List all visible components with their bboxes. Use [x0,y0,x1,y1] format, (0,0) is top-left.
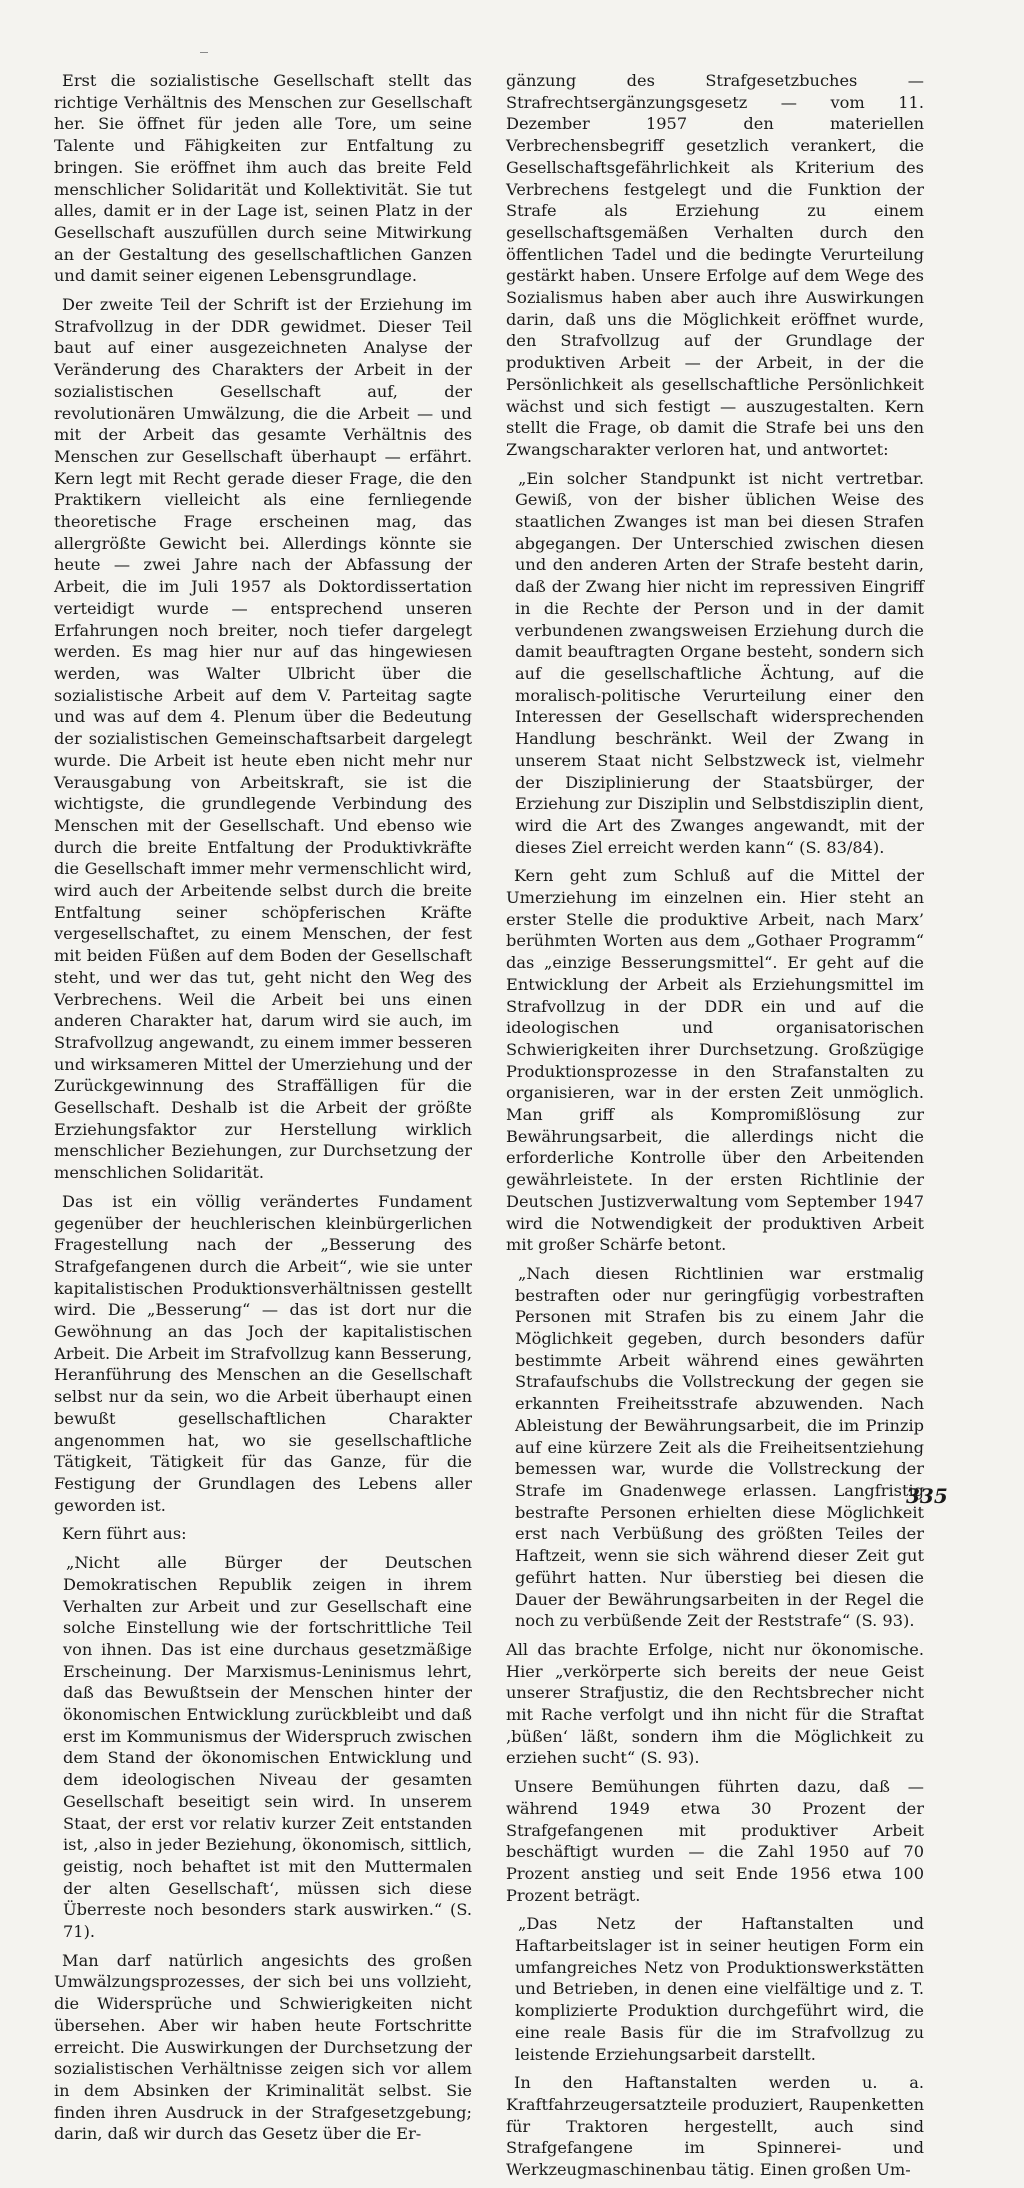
page-number: 335 [906,1484,948,1508]
paragraph: Man darf natürlich angesichts des großen Umwälzungsprozesses, der sich bei uns vollzieht, die Widersprüche und Schwierigkeiten nicht übersehen. Aber wir haben heute Fortschritte erreicht. Die Auswirkungen der Durchsetzung der sozialistischen Verhältnisse zeigen sich vor allem in dem Absinken der Kriminalität selbst. Sie finden ihren Ausdruck in der Strafgesetzgebung; darin, daß wir durch das Gesetz über die Er- [54,1950,472,2144]
paragraph: Kern führt aus: [62,1524,187,1544]
scan-mark [200,52,208,53]
paragraph: Das ist ein völlig verändertes Fundament gegenüber der heuchlerischen kleinbürgerlichen Fragestellung nach der „Besserung des Strafgefangenen durch die Arbeit“, wie sie unter kapitalistischen Produktionsverhältnissen gestellt wird. Die „Besserung“ — das ist dort nur die Gewöhnung an das Joch der kapitalistischen Arbeit. Die Arbeit im Strafvollzug kann Besserung, Heranführung des Menschen an die Gesellschaft selbst nur da sein, wo die Arbeit überhaupt einen bewußt gesellschaftlichen Charakter angenommen hat, wo sie gesellschaftliche Tätigkeit, Tätigkeit für das Ganze, für die Festigung der Grundlagen des Lebens aller geworden ist. [54,1191,472,1515]
right-column [506,70,924,2188]
paragraph: gänzung des Strafgesetzbuches — Strafrechtsergänzungsgesetz — vom 11. Dezember 1957 den materiellen Verbrechensbegriff gesetzlich verankert, die Gesellschaftsgefährlichkeit als Kriterium des Verbrechens festgelegt und die Funktion der Strafe als Erziehung zu einem gesellschaftsgemäßen Verhalten durch den öffentlichen Tadel und die bedingte Verurteilung gestärkt haben. Unsere Erfolge auf dem Wege des Sozialismus haben aber auch ihre Auswirkungen darin, daß uns die Möglichkeit eröffnet wurde, den Strafvollzug auf der Grundlage der produktiven Arbeit — der Arbeit, in der die Persönlichkeit als gesellschaftliche Persönlichkeit wächst und sich festigt — auszugestalten. Kern stellt die Frage, ob damit die Strafe bei uns den Zwangscharakter verloren hat, und antwortet: [506,71,924,459]
left-column [54,70,472,2152]
paragraph: Der zweite Teil der Schrift ist der Erziehung im Strafvollzug in der DDR gewidmet. Dieser Teil baut auf einer ausgezeichneten Analyse der Veränderung des Charakters der Arbeit in der sozialistischen Gesellschaft auf, der revolutionären Umwälzung, die die Arbeit — und mit der Arbeit das gesamte Verhältnis des Menschen zur Gesellschaft überhaupt — erfährt. Kern legt mit Recht gerade dieser Frage, die den Praktikern vielleicht als eine fernliegende theoretische Frage erscheinen mag, das allergrößte Gewicht bei. Allerdings könnte sie heute — zwei Jahre nach der Abfassung der Arbeit, die im Juli 1957 als Doktordissertation verteidigt wurde — entsprechend unseren Erfahrungen noch breiter, noch tiefer dargelegt werden. Es mag hier nur auf das hingewiesen werden, was Walter Ulbricht über die sozialistische Arbeit auf dem V. Parteitag sagte und was auf dem 4. Plenum über die Bedeutung der sozialistischen Gemeinschaftsarbeit dargelegt wurde. Die Arbeit ist heute eben nicht mehr nur Verausgabung von Arbeitskraft, sie ist die wichtigste, die grundlegende Verbindung des Menschen mit der Gesellschaft. Und ebenso wie durch die breite Entfaltung der Produktivkräfte die Gesellschaft immer mehr vermenschlicht wird, wird auch der Arbeitende selbst durch die breite Entfaltung seiner schöpferischen Kräfte vergesellschaftet, zu einem Menschen, der fest mit beiden Füßen auf dem Boden der Gesellschaft steht, und wer das tut, geht nicht den Weg des Verbrechens. Weil die Arbeit bei uns einen anderen Charakter hat, darum wird sie auch, im Strafvollzug angewandt, zu einem immer besseren und wirksameren Mittel der Umerziehung und der Zurückgewinnung des Straffälligen für die Gesellschaft. Deshalb ist die Arbeit der größte Erziehungsfaktor zur Herstellung wirklich menschlicher Beziehungen, zur Durchsetzung der menschlichen Solidarität. [54,295,472,1183]
paragraph: Kern geht zum Schluß auf die Mittel der Umerziehung im einzelnen ein. Hier steht an erster Stelle die produktive Arbeit, nach Marx’ berühmten Worten aus dem „Gothaer Programm“ das „einzige Besserungsmittel“. Er geht auf die Entwicklung der Arbeit als Erziehungsmittel im Strafvollzug in der DDR ein und auf die ideologischen und organisatorischen Schwierigkeiten ihrer Durchsetzung. Großzügige Produktionsprozesse in den Strafanstalten zu organisieren, war in der ersten Zeit unmöglich. Man griff als Kompromißlösung zur Bewährungsarbeit, die allerdings nicht die erforderliche Kontrolle über den Arbeitenden gewährleistete. In der ersten Richtlinie der Deutschen Justizverwaltung vom September 1947 wird die Notwendigkeit der produktiven Arbeit mit großer Schärfe betont. [506,866,924,1255]
block-quote: „Nach diesen Richtlinien war erstmalig bestraften oder nur geringfügig vorbestraften Personen mit Strafen bis zu einem Jahr die Möglichkeit gegeben, durch besonders dafür bestimmte Arbeit während eines gewährten Strafaufschubs die Vollstreckung der gegen sie erkannten Freiheitsstrafe abzuwenden. Nach Ableistung der Bewährungsarbeit, die im Prinzip auf eine kürzere Zeit als die Freiheitsentziehung bemessen war, wurde die Vollstreckung der Strafe im Gnadenwege erlassen. Langfristig bestrafte Personen erhielten diese Möglichkeit erst nach Verbüßung des größten Teiles der Haftzeit, wenn sie sich während dieser Zeit gut geführt hatten. Nur überstieg bei diesen die Dauer der Bewährungsarbeiten in der Regel die noch zu verbüßende Zeit der Reststrafe“ (S. 93). [515,1263,924,1631]
block-quote: „Nicht alle Bürger der Deutschen Demokratischen Republik zeigen in ihrem Verhalten zur Arbeit und zur Gesellschaft eine solche Einstellung wie der fortschrittliche Teil von ihnen. Das ist eine durchaus gesetzmäßige Erscheinung. Der Marxismus-Leninismus lehrt, daß das Bewußtsein der Menschen hinter der ökonomischen Entwicklung zurückbleibt und daß erst im Kommunismus der Widerspruch zwischen dem Stand der ökonomischen Entwicklung und dem ideologischen Niveau der gesamten Gesellschaft beseitigt sein wird. In unserem Staat, der erst vor relativ kurzer Zeit entstanden ist, ‚also in jeder Beziehung, ökonomisch, sittlich, geistig, noch behaftet ist mit den Muttermalen der alten Gesellschaft‘, müssen sich diese Überreste noch besonders stark auswirken.“ (S. 71). [63,1553,472,1942]
paragraph: All das brachte Erfolge, nicht nur ökonomische. Hier „verkörperte sich bereits der neue Geist unserer Strafjustiz, die den Rechtsbrecher nicht mit Rache verfolgt und ihn nicht für die Straftat ‚büßen‘ läßt, sondern ihm die Möglichkeit zu erziehen sucht“ (S. 93). [506,1639,924,1768]
paragraph: In den Haftanstalten werden u. a. Kraftfahrzeugersatzteile produziert, Raupenketten für Traktoren hergestellt, auch sind Strafgefangene im Spinnerei- und Werkzeugmaschinenbau tätig. Einen großen Um- [506,2073,925,2180]
paragraph: Unsere Bemühungen führten dazu, daß — während 1949 etwa 30 Prozent der Strafgefangenen mit produktiver Arbeit beschäftigt wurden — die Zahl 1950 auf 70 Prozent anstieg und seit Ende 1956 etwa 100 Prozent beträgt. [506,1777,924,1905]
block-quote: „Das Netz der Haftanstalten und Haftarbeitslager ist in seiner heutigen Form ein umfangreiches Netz von Produktionswerkstätten und Betrieben, in denen eine vielfältige und z. T. komplizierte Produktion durchgeführt wird, die eine reale Basis für die im Strafvollzug zu leistende Erziehungsarbeit darstellt. [515,1914,924,2064]
block-quote: „Ein solcher Standpunkt ist nicht vertretbar. Gewiß, von der bisher üblichen Weise des staatlichen Zwanges ist man bei diesen Strafen abgegangen. Der Unterschied zwischen diesen und den anderen Arten der Strafe besteht darin, daß der Zwang hier nicht im repressiven Eingriff in die Rechte der Person und in der damit verbundenen zwangsweisen Erziehung durch die damit beauftragten Organe besteht, sondern sich auf die gesellschaftliche Ächtung, auf die moralisch-politische Verurteilung einer den Interessen der Gesellschaft widersprechenden Handlung beschränkt. Weil der Zwang in unserem Staat nicht Selbstzweck ist, vielmehr der Disziplinierung der Staatsbürger, der Erziehung zur Disziplin und Selbstdisziplin dient, wird die Art des Zwanges angewandt, mit der dieses Ziel erreicht werden kann“ (S. 83/84). [515,468,924,857]
paragraph: Erst die sozialistische Gesellschaft stellt das richtige Verhältnis des Menschen zur Gesellschaft her. Sie öffnet für jeden alle Tore, um seine Talente und Fähigkeiten zur Entfaltung zu bringen. Sie eröffnet ihm auch das breite Feld menschlicher Solidarität und Kollektivität. Sie tut alles, damit er in der Lage ist, seinen Platz in der Gesellschaft auszufüllen durch seine Mitwirkung an der Gestaltung des gesellschaftlichen Ganzen und damit seiner eigenen Lebensgrundlage. [54,71,472,286]
